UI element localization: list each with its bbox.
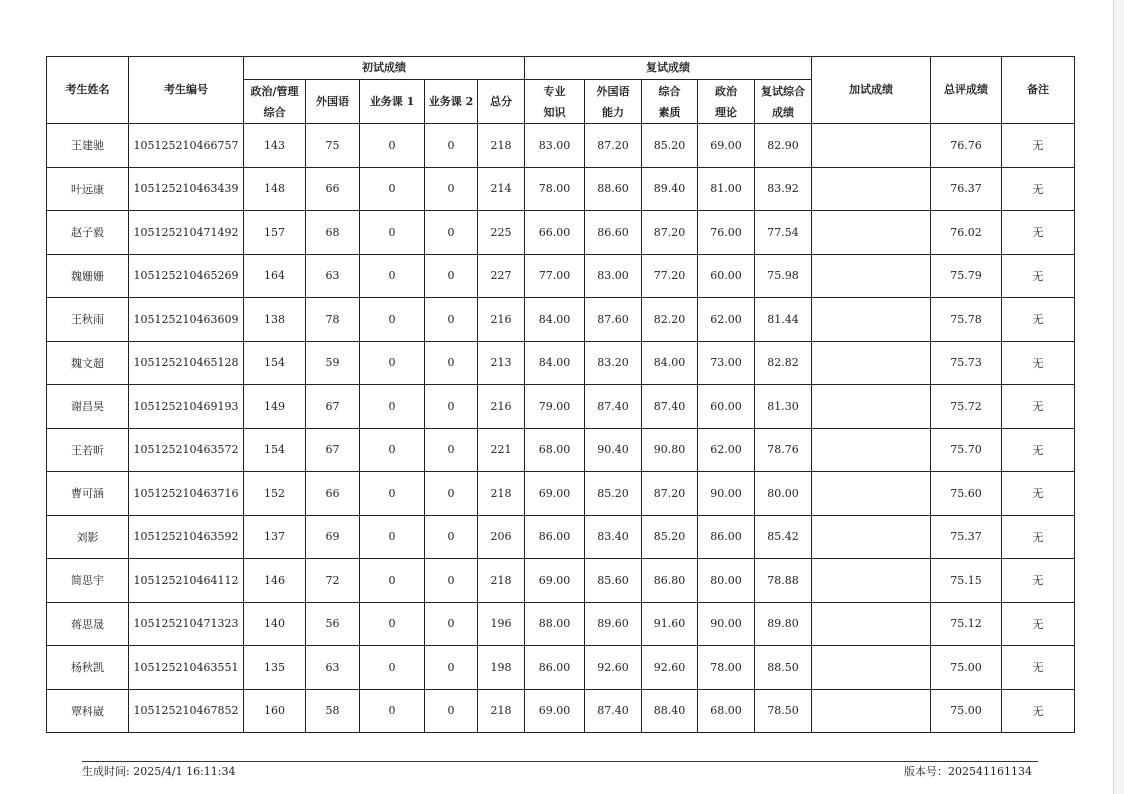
cell-political-theory: 69.00	[698, 124, 755, 168]
cell-final: 75.73	[931, 341, 1002, 385]
cell-prof: 77.00	[525, 254, 585, 298]
cell-foreign: 58	[306, 689, 360, 733]
cell-subject2: 0	[425, 689, 478, 733]
cell-final: 75.00	[931, 689, 1002, 733]
cell-remark: 无	[1002, 689, 1075, 733]
cell-subject1: 0	[360, 472, 425, 516]
cell-subject2: 0	[425, 428, 478, 472]
table-row	[47, 646, 1075, 690]
cell-total: 213	[478, 341, 525, 385]
table-row	[47, 124, 1075, 168]
footer-version: 版本号：202541161134	[904, 765, 1032, 778]
table-row	[47, 341, 1075, 385]
cell-foreign-ability: 87.60	[585, 298, 642, 342]
cell-extra	[812, 124, 931, 168]
cell-foreign-ability: 87.40	[585, 689, 642, 733]
cell-total: 218	[478, 689, 525, 733]
cell-politics: 137	[244, 515, 306, 559]
cell-foreign-ability: 92.60	[585, 646, 642, 690]
cell-id: 105125210465269	[129, 254, 244, 298]
cell-remark: 无	[1002, 472, 1075, 516]
cell-total: 218	[478, 124, 525, 168]
cell-remark: 无	[1002, 428, 1075, 472]
cell-name: 杨秋凯	[47, 646, 129, 690]
cell-general: 87.20	[642, 211, 698, 255]
cell-political-theory: 80.00	[698, 559, 755, 603]
cell-foreign: 66	[306, 167, 360, 211]
cell-foreign: 56	[306, 602, 360, 646]
cell-political-theory: 78.00	[698, 646, 755, 690]
cell-foreign-ability: 83.40	[585, 515, 642, 559]
cell-retest-composite: 89.80	[755, 602, 812, 646]
cell-total: 214	[478, 167, 525, 211]
cell-politics: 160	[244, 689, 306, 733]
cell-foreign: 63	[306, 646, 360, 690]
header-remark: 备注	[1002, 57, 1075, 124]
cell-retest-composite: 75.98	[755, 254, 812, 298]
cell-retest-composite: 81.44	[755, 298, 812, 342]
header-retest-prof	[525, 80, 585, 124]
cell-final: 75.78	[931, 298, 1002, 342]
cell-prof: 86.00	[525, 646, 585, 690]
header-retest-composite	[755, 80, 812, 124]
table-body	[47, 124, 1075, 733]
header-retest-politics	[698, 80, 755, 124]
cell-name: 蒋思晟	[47, 602, 129, 646]
cell-subject2: 0	[425, 602, 478, 646]
cell-prof: 69.00	[525, 689, 585, 733]
header-prelim-subject2: 业务课 2	[425, 80, 478, 124]
cell-subject1: 0	[360, 559, 425, 603]
table-row	[47, 472, 1075, 516]
cell-extra	[812, 559, 931, 603]
cell-foreign-ability: 90.40	[585, 428, 642, 472]
cell-subject1: 0	[360, 341, 425, 385]
cell-remark: 无	[1002, 385, 1075, 429]
header-prelim-politics	[244, 80, 306, 124]
cell-total: 196	[478, 602, 525, 646]
cell-foreign: 75	[306, 124, 360, 168]
cell-remark: 无	[1002, 298, 1075, 342]
cell-extra	[812, 472, 931, 516]
header-retest-prof-line2: 知识	[543, 105, 566, 119]
cell-political-theory: 73.00	[698, 341, 755, 385]
header-retest-composite-line2: 成绩	[772, 105, 794, 119]
cell-subject2: 0	[425, 515, 478, 559]
cell-general: 92.60	[642, 646, 698, 690]
cell-id: 105125210469193	[129, 385, 244, 429]
cell-extra	[812, 385, 931, 429]
cell-remark: 无	[1002, 124, 1075, 168]
cell-remark: 无	[1002, 646, 1075, 690]
cell-remark: 无	[1002, 254, 1075, 298]
cell-name: 赵子毅	[47, 211, 129, 255]
header-prelim-politics-line1: 政治/管理	[250, 84, 299, 98]
cell-foreign-ability: 87.40	[585, 385, 642, 429]
cell-political-theory: 81.00	[698, 167, 755, 211]
header-retest-general-line2: 素质	[658, 105, 681, 119]
cell-id: 105125210466757	[129, 124, 244, 168]
footer-divider	[82, 761, 1038, 762]
cell-subject1: 0	[360, 211, 425, 255]
cell-politics: 152	[244, 472, 306, 516]
header-prelim-foreign: 外国语	[306, 80, 360, 124]
cell-subject1: 0	[360, 646, 425, 690]
cell-general: 89.40	[642, 167, 698, 211]
cell-retest-composite: 80.00	[755, 472, 812, 516]
cell-political-theory: 62.00	[698, 298, 755, 342]
cell-prof: 88.00	[525, 602, 585, 646]
cell-id: 105125210467852	[129, 689, 244, 733]
header-prelim-subject1: 业务课 1	[360, 80, 425, 124]
cell-remark: 无	[1002, 515, 1075, 559]
cell-name: 王秋雨	[47, 298, 129, 342]
cell-general: 85.20	[642, 515, 698, 559]
cell-politics: 148	[244, 167, 306, 211]
page-right-edge	[1113, 0, 1124, 794]
cell-prof: 84.00	[525, 341, 585, 385]
cell-prof: 78.00	[525, 167, 585, 211]
cell-subject1: 0	[360, 428, 425, 472]
cell-id: 105125210463716	[129, 472, 244, 516]
cell-final: 75.37	[931, 515, 1002, 559]
table-row	[47, 602, 1075, 646]
cell-retest-composite: 78.76	[755, 428, 812, 472]
cell-subject1: 0	[360, 689, 425, 733]
cell-final: 75.79	[931, 254, 1002, 298]
cell-general: 82.20	[642, 298, 698, 342]
cell-politics: 154	[244, 428, 306, 472]
cell-remark: 无	[1002, 167, 1075, 211]
cell-foreign: 78	[306, 298, 360, 342]
cell-id: 105125210471492	[129, 211, 244, 255]
cell-politics: 135	[244, 646, 306, 690]
cell-general: 87.40	[642, 385, 698, 429]
table-row	[47, 385, 1075, 429]
cell-name: 叶远康	[47, 167, 129, 211]
cell-foreign-ability: 85.20	[585, 472, 642, 516]
cell-subject1: 0	[360, 602, 425, 646]
cell-subject2: 0	[425, 167, 478, 211]
table-row	[47, 254, 1075, 298]
header-retest-composite-line1: 复试综合	[761, 84, 805, 98]
cell-retest-composite: 88.50	[755, 646, 812, 690]
header-retest-foreign	[585, 80, 642, 124]
cell-subject2: 0	[425, 646, 478, 690]
cell-extra	[812, 298, 931, 342]
header-retest-group: 复试成绩	[525, 57, 812, 80]
cell-extra	[812, 167, 931, 211]
cell-id: 105125210463551	[129, 646, 244, 690]
cell-final: 75.70	[931, 428, 1002, 472]
cell-prof: 68.00	[525, 428, 585, 472]
table-row	[47, 689, 1075, 733]
cell-subject2: 0	[425, 385, 478, 429]
cell-name: 王若昕	[47, 428, 129, 472]
cell-foreign: 59	[306, 341, 360, 385]
cell-total: 216	[478, 298, 525, 342]
cell-final: 76.37	[931, 167, 1002, 211]
cell-political-theory: 60.00	[698, 385, 755, 429]
cell-political-theory: 60.00	[698, 254, 755, 298]
cell-total: 218	[478, 472, 525, 516]
table-row	[47, 559, 1075, 603]
cell-id: 105125210463609	[129, 298, 244, 342]
cell-id: 105125210463572	[129, 428, 244, 472]
cell-remark: 无	[1002, 211, 1075, 255]
cell-final: 75.00	[931, 646, 1002, 690]
cell-subject1: 0	[360, 254, 425, 298]
cell-foreign: 72	[306, 559, 360, 603]
cell-politics: 143	[244, 124, 306, 168]
cell-politics: 138	[244, 298, 306, 342]
cell-final: 75.60	[931, 472, 1002, 516]
cell-name: 简思宇	[47, 559, 129, 603]
header-retest-prof-line1: 专业	[543, 84, 566, 98]
cell-id: 105125210463592	[129, 515, 244, 559]
cell-final: 75.15	[931, 559, 1002, 603]
header-retest-politics-line1: 政治	[715, 84, 737, 98]
footer-generated-time: 生成时间: 2025/4/1 16:11:34	[82, 765, 236, 778]
cell-id: 105125210463439	[129, 167, 244, 211]
cell-subject2: 0	[425, 124, 478, 168]
cell-foreign: 67	[306, 428, 360, 472]
cell-extra	[812, 254, 931, 298]
header-retest-general-line1: 综合	[658, 84, 681, 98]
cell-retest-composite: 78.88	[755, 559, 812, 603]
table-row	[47, 428, 1075, 472]
cell-retest-composite: 81.30	[755, 385, 812, 429]
cell-political-theory: 68.00	[698, 689, 755, 733]
cell-foreign: 67	[306, 385, 360, 429]
cell-political-theory: 90.00	[698, 472, 755, 516]
cell-foreign: 66	[306, 472, 360, 516]
table-row	[47, 211, 1075, 255]
cell-retest-composite: 83.92	[755, 167, 812, 211]
cell-general: 86.80	[642, 559, 698, 603]
score-table	[46, 56, 1075, 733]
cell-political-theory: 62.00	[698, 428, 755, 472]
cell-retest-composite: 85.42	[755, 515, 812, 559]
cell-general: 91.60	[642, 602, 698, 646]
cell-foreign-ability: 88.60	[585, 167, 642, 211]
header-extra: 加试成绩	[812, 57, 931, 124]
cell-politics: 157	[244, 211, 306, 255]
cell-general: 77.20	[642, 254, 698, 298]
cell-general: 88.40	[642, 689, 698, 733]
cell-remark: 无	[1002, 602, 1075, 646]
cell-foreign-ability: 87.20	[585, 124, 642, 168]
cell-politics: 154	[244, 341, 306, 385]
cell-subject2: 0	[425, 559, 478, 603]
cell-foreign: 68	[306, 211, 360, 255]
cell-political-theory: 90.00	[698, 602, 755, 646]
cell-extra	[812, 646, 931, 690]
cell-foreign: 63	[306, 254, 360, 298]
cell-general: 87.20	[642, 472, 698, 516]
cell-subject1: 0	[360, 515, 425, 559]
cell-name: 曹可涵	[47, 472, 129, 516]
cell-final: 76.02	[931, 211, 1002, 255]
cell-id: 105125210464112	[129, 559, 244, 603]
cell-name: 王建驰	[47, 124, 129, 168]
cell-political-theory: 86.00	[698, 515, 755, 559]
cell-name: 魏文超	[47, 341, 129, 385]
header-retest-foreign-line1: 外国语	[596, 84, 630, 98]
cell-total: 221	[478, 428, 525, 472]
cell-prof: 86.00	[525, 515, 585, 559]
cell-total: 225	[478, 211, 525, 255]
cell-extra	[812, 515, 931, 559]
cell-name: 刘影	[47, 515, 129, 559]
cell-final: 75.72	[931, 385, 1002, 429]
cell-subject2: 0	[425, 254, 478, 298]
cell-subject2: 0	[425, 341, 478, 385]
cell-remark: 无	[1002, 341, 1075, 385]
cell-foreign-ability: 85.60	[585, 559, 642, 603]
cell-extra	[812, 428, 931, 472]
cell-name: 谢昌昊	[47, 385, 129, 429]
header-retest-politics-line2: 理论	[715, 105, 737, 119]
cell-prof: 69.00	[525, 472, 585, 516]
cell-subject1: 0	[360, 298, 425, 342]
cell-retest-composite: 77.54	[755, 211, 812, 255]
cell-general: 90.80	[642, 428, 698, 472]
cell-foreign-ability: 83.20	[585, 341, 642, 385]
table-row	[47, 298, 1075, 342]
cell-foreign: 69	[306, 515, 360, 559]
cell-total: 206	[478, 515, 525, 559]
cell-prof: 79.00	[525, 385, 585, 429]
cell-extra	[812, 602, 931, 646]
cell-subject1: 0	[360, 167, 425, 211]
cell-subject2: 0	[425, 472, 478, 516]
cell-id: 105125210465128	[129, 341, 244, 385]
header-name: 考生姓名	[47, 57, 129, 124]
cell-foreign-ability: 89.60	[585, 602, 642, 646]
cell-final: 76.76	[931, 124, 1002, 168]
table-row	[47, 515, 1075, 559]
cell-remark: 无	[1002, 559, 1075, 603]
cell-subject1: 0	[360, 124, 425, 168]
header-row-1	[47, 57, 1075, 80]
header-final: 总评成绩	[931, 57, 1002, 124]
cell-politics: 164	[244, 254, 306, 298]
header-id: 考生编号	[129, 57, 244, 124]
cell-extra	[812, 341, 931, 385]
cell-extra	[812, 689, 931, 733]
cell-politics: 140	[244, 602, 306, 646]
cell-subject1: 0	[360, 385, 425, 429]
cell-extra	[812, 211, 931, 255]
table-row	[47, 167, 1075, 211]
cell-general: 85.20	[642, 124, 698, 168]
cell-political-theory: 76.00	[698, 211, 755, 255]
cell-total: 227	[478, 254, 525, 298]
header-retest-general	[642, 80, 698, 124]
cell-foreign-ability: 83.00	[585, 254, 642, 298]
cell-total: 198	[478, 646, 525, 690]
cell-retest-composite: 82.82	[755, 341, 812, 385]
cell-prof: 83.00	[525, 124, 585, 168]
cell-total: 216	[478, 385, 525, 429]
cell-subject2: 0	[425, 298, 478, 342]
cell-general: 84.00	[642, 341, 698, 385]
cell-prof: 66.00	[525, 211, 585, 255]
header-retest-foreign-line2: 能力	[602, 105, 624, 119]
header-prelim-total: 总分	[478, 80, 525, 124]
cell-total: 218	[478, 559, 525, 603]
cell-final: 75.12	[931, 602, 1002, 646]
cell-name: 魏姗姗	[47, 254, 129, 298]
cell-politics: 146	[244, 559, 306, 603]
cell-foreign-ability: 86.60	[585, 211, 642, 255]
cell-subject2: 0	[425, 211, 478, 255]
header-prelim-politics-line2: 综合	[263, 105, 286, 119]
cell-name: 覃科崴	[47, 689, 129, 733]
cell-id: 105125210471323	[129, 602, 244, 646]
header-prelim-group: 初试成绩	[244, 57, 525, 80]
cell-prof: 69.00	[525, 559, 585, 603]
cell-retest-composite: 82.90	[755, 124, 812, 168]
cell-politics: 149	[244, 385, 306, 429]
cell-prof: 84.00	[525, 298, 585, 342]
cell-retest-composite: 78.50	[755, 689, 812, 733]
